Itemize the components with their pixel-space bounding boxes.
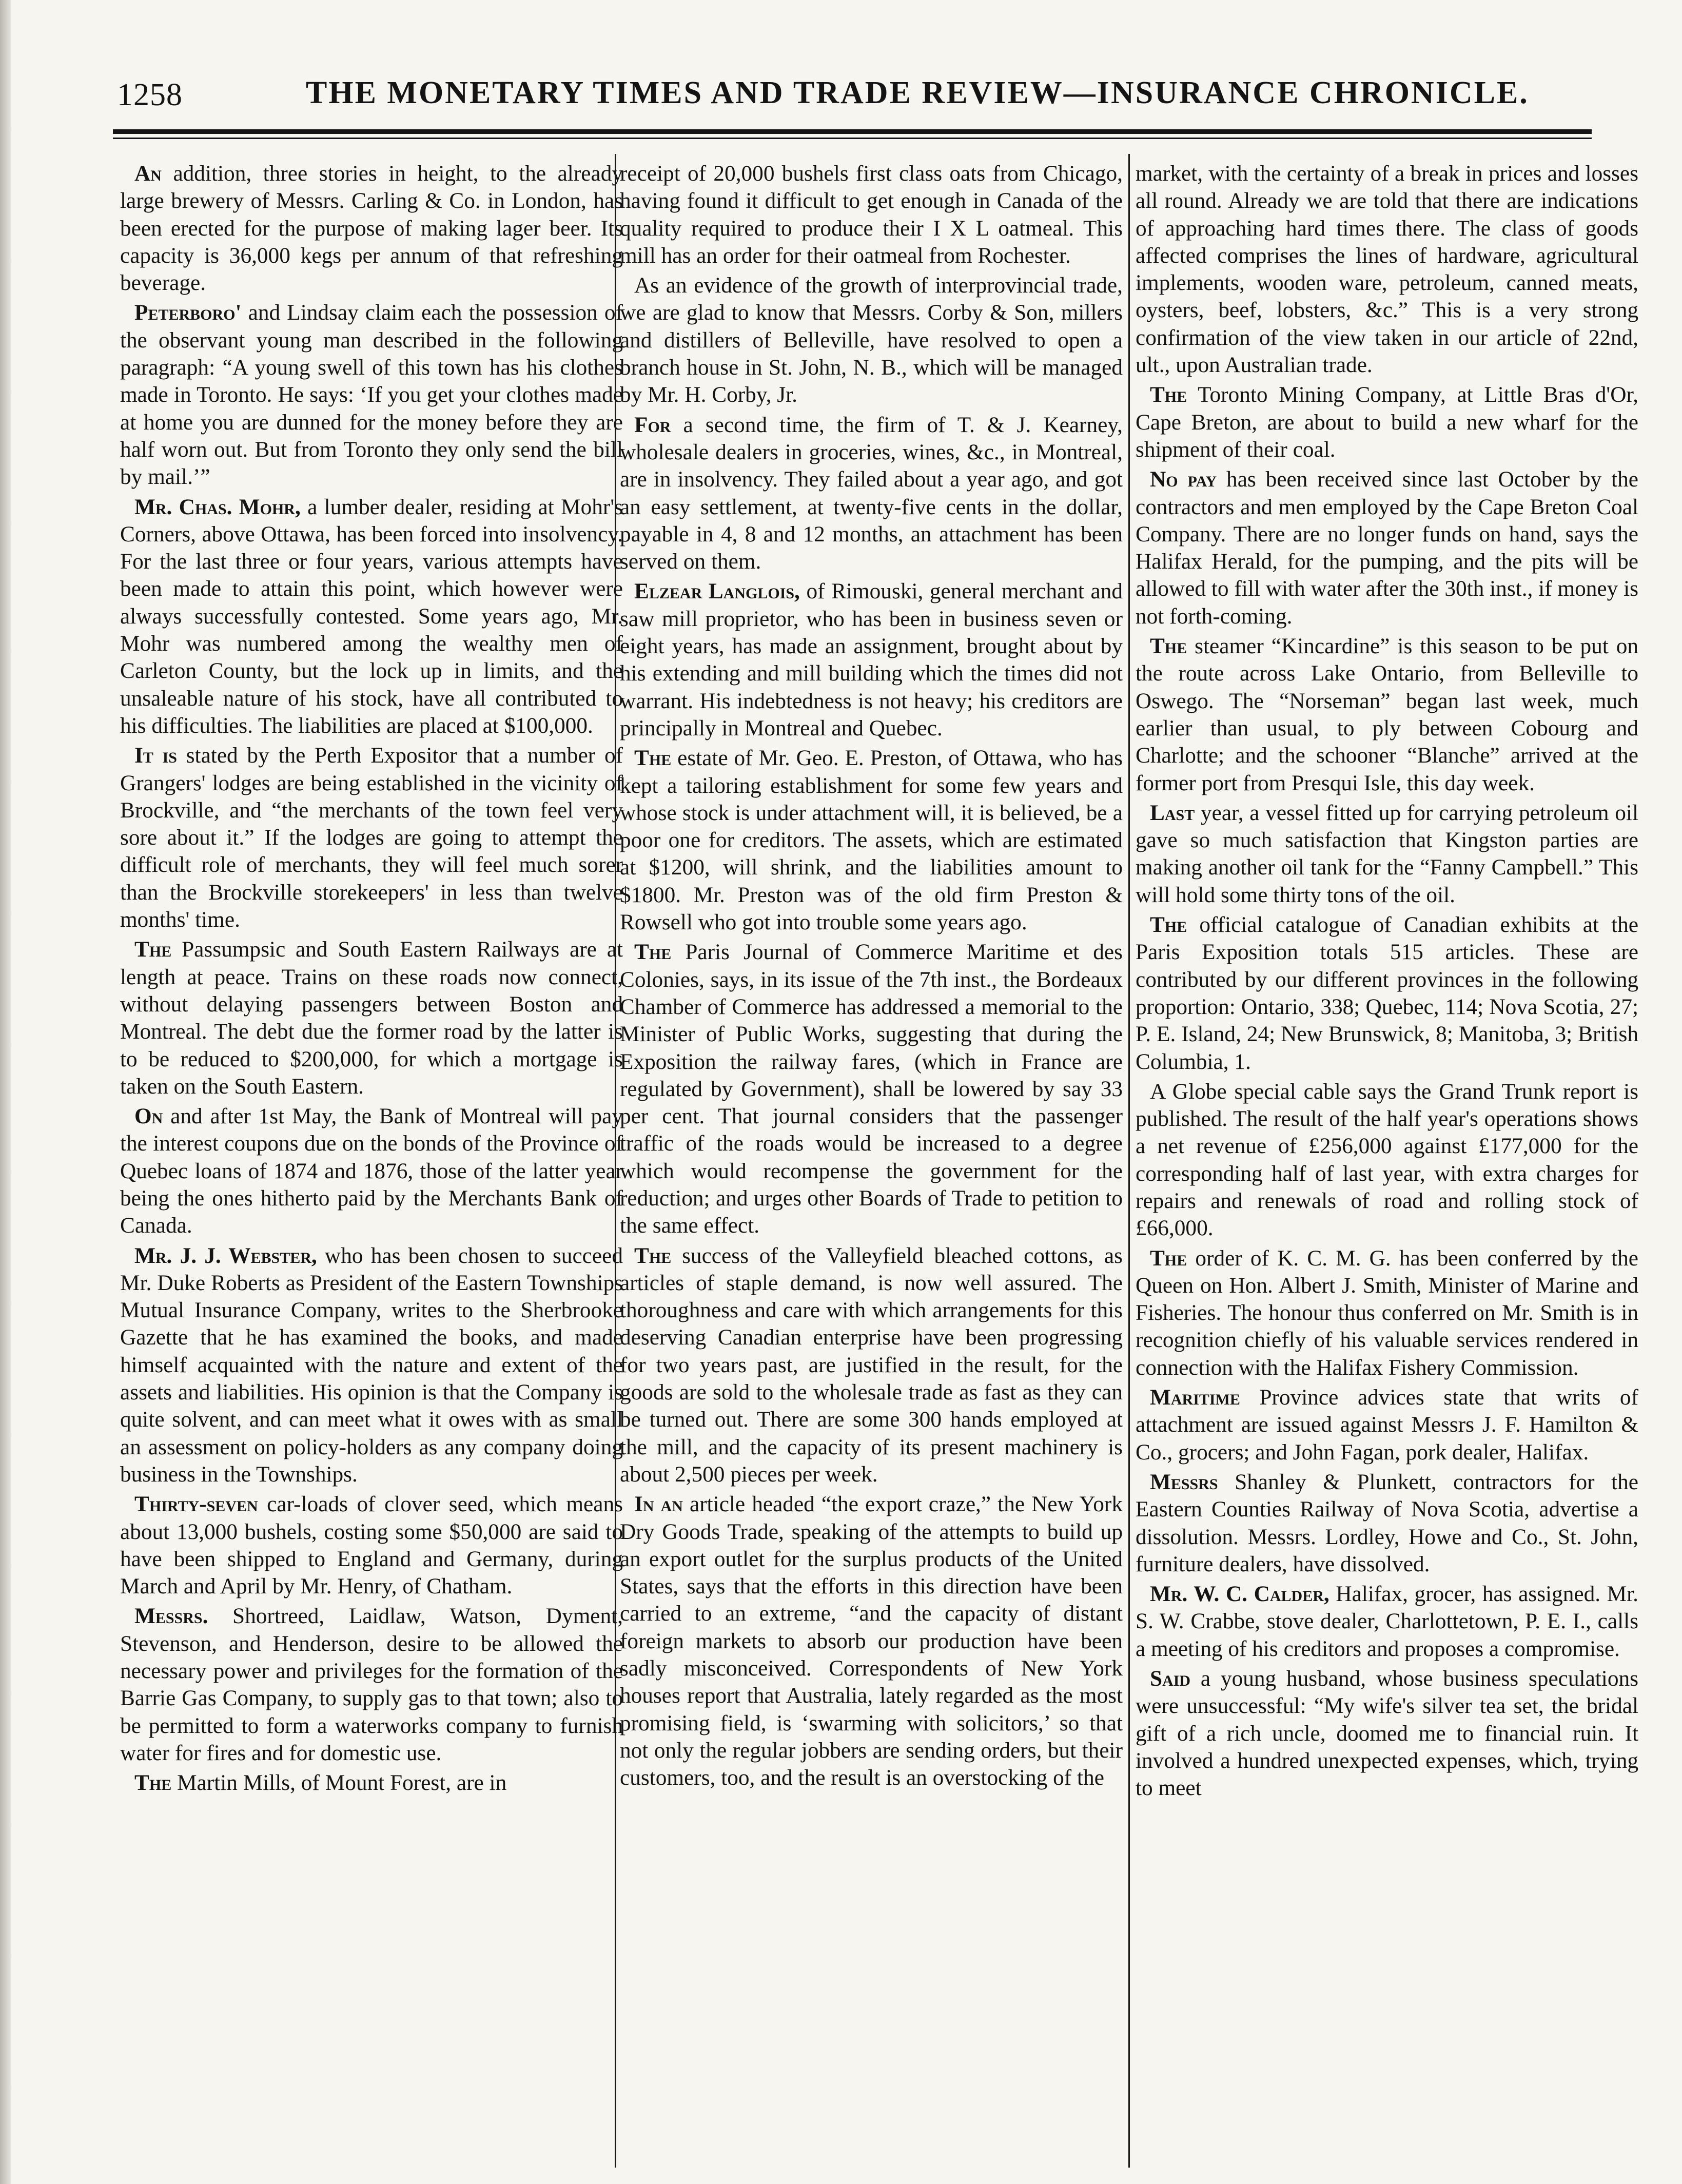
- paragraph-text: order of K. C. M. G. has been conferred by the Queen on Hon. Albert J. Smith, Minister of Marine and Fisheries. The honour thus conferred on Mr. Smith is in recognition chiefly of his valuable services rendered in connection with the Halifax Fishery Commission.: [1136, 1245, 1638, 1380]
- paragraph-lead: Last: [1150, 800, 1195, 825]
- paragraph-text: Toronto Mining Company, at Little Bras d'Or, Cape Breton, are about to build a new wharf for the shipment of their coal.: [1136, 382, 1638, 462]
- article-paragraph: [120, 1603, 623, 1767]
- paragraph-lead: The: [1150, 382, 1187, 407]
- article-paragraph: [620, 1242, 1123, 1489]
- paragraph-text: receipt of 20,000 bushels first class oats from Chicago, having found it difficult to get enough in Canada of the quality required to produce their I X L oatmeal. This mill has an order for their oatmeal from Rochester.: [620, 161, 1123, 268]
- paragraph-lead: Peterboro': [134, 300, 242, 325]
- article-paragraph: [620, 160, 1123, 269]
- paragraph-text: Shanley & Plunkett, contractors for the Eastern Counties Railway of Nova Scotia, advertise a dissolution. Messrs. Lordley, Howe and Co., St. John, furniture dealers, have dissolved.: [1136, 1469, 1638, 1576]
- paragraph-lead: Messrs: [1150, 1469, 1218, 1494]
- paragraph-text: Martin Mills, of Mount Forest, are in: [171, 1770, 507, 1796]
- paragraph-text: Passumpsic and South Eastern Railways are at length at peace. Trains on these roads now connect, without delaying passengers between Boston and Montreal. The debt due the former road by the latter is to be reduced to $200,000, for which a mortgage is taken on the South Eastern.: [120, 937, 623, 1099]
- article-paragraph: [120, 1769, 623, 1797]
- header-rule-thin: [113, 138, 1592, 139]
- article-paragraph: [1136, 800, 1638, 909]
- paragraph-text: Shortreed, Laidlaw, Watson, Dyment, Stevenson, and Henderson, desire to be allowed the necessary power and privileges for the formation of the Barrie Gas Company, to supply gas to that town; also to be permitted to form a waterworks company to furnish water for fires and for domestic use.: [120, 1604, 623, 1765]
- paragraph-lead: The: [1150, 912, 1187, 938]
- page-number: 1258: [117, 77, 183, 112]
- paragraph-lead: Mr. Chas. Mohr,: [134, 494, 301, 519]
- paragraph-lead: It is: [134, 743, 177, 768]
- article-paragraph: [120, 494, 623, 740]
- paragraph-text: steamer “Kincardine” is this season to be put on the route across Lake Ontario, from Belleville to Oswego. The “Norseman” began last week, much earlier than usual, to ply between Cobourg and Charlotte; and the schooner “Blanche” arrived at the former port from Presqui Isle, this day week.: [1136, 634, 1638, 795]
- paragraph-text: Province advices state that writs of attachment are issued against Messrs J. F. Hamilton & Co., grocers; and John Fagan, pork dealer, Halifax.: [1136, 1385, 1638, 1465]
- running-head: THE MONETARY TIMES AND TRADE REVIEW—INSURANCE CHRONICLE.: [306, 75, 1529, 110]
- article-paragraph: [120, 936, 623, 1100]
- paragraph-text: Paris Journal of Commerce Maritime et des Colonies, says, in its issue of the 7th inst., the Bordeaux Chamber of Commerce has addressed a memorial to the Minister of Public Works, suggesting that during the Exposition the railway fares, (which in France are regulated by Government), shall be lowered by say 33 per cent. That journal considers that the passenger traffic of the roads would be increased to a degree which would recompense the government for the reduction; and urges other Boards of Trade to petition to the same effect.: [620, 940, 1123, 1238]
- article-paragraph: [120, 742, 623, 933]
- header-rule: [113, 129, 1592, 134]
- article-paragraph: [1136, 381, 1638, 463]
- column-2: [620, 160, 1123, 1795]
- article-paragraph: [120, 299, 623, 491]
- paragraph-lead: The: [634, 746, 672, 771]
- paragraph-lead: On: [134, 1104, 163, 1129]
- paragraph-text: addition, three stories in height, to the already large brewery of Messrs. Carling & Co. in London, has been erected for the purpose of making lager beer. Its capacity is 36,000 kegs per annum of that refreshing beverage.: [120, 161, 623, 296]
- paragraph-text: A Globe special cable says the Grand Trunk report is published. The result of the half year's operations shows a net revenue of £256,000 against £177,000 for the corresponding half of last year, with extra charges for repairs and renewals of road and rolling stock of £66,000.: [1136, 1079, 1638, 1241]
- paragraph-lead: Mr. J. J. Webster,: [134, 1243, 317, 1268]
- article-paragraph: [120, 1103, 623, 1239]
- article-paragraph: [620, 939, 1123, 1239]
- column-1: [120, 160, 623, 1800]
- paragraph-lead: Maritime: [1150, 1385, 1240, 1410]
- article-paragraph: [1136, 1384, 1638, 1466]
- article-paragraph: [1136, 1581, 1638, 1663]
- paragraph-text: Halifax, grocer, has assigned. Mr. S. W. Crabbe, stove dealer, Charlottetown, P. E. I., calls a meeting of his creditors and proposes a compromise.: [1136, 1582, 1639, 1661]
- article-paragraph: [1136, 160, 1638, 379]
- paragraph-text: year, a vessel fitted up for carrying petroleum oil gave so much satisfaction that Kingston parties are making another oil tank for the “Fanny Campbell.” This will hold some thirty tons of the oil.: [1136, 800, 1638, 907]
- article-paragraph: [620, 412, 1123, 576]
- paragraph-lead: For: [634, 412, 671, 437]
- binding-edge: [0, 0, 11, 2184]
- paragraph-text: and Lindsay claim each the possession of the observant young man described in the following paragraph: “A young swell of this town has his clothes made in Toronto. He says: ‘If you get your clothes made at home you are dunned for the money before they are half worn out. But from Toronto they only send the bill by mail.’”: [120, 300, 623, 490]
- paragraph-text: a young husband, whose business speculations were unsuccessful: “My wife's silver tea set, the bridal gift of a rich uncle, doomed me to financial ruin. It involved a hundred unexpected expenses, which, trying to meet: [1136, 1666, 1638, 1801]
- column-divider: [1128, 154, 1130, 2168]
- paragraph-lead: In an: [634, 1492, 683, 1517]
- article-paragraph: [120, 1491, 623, 1600]
- paragraph-text: success of the Valleyfield bleached cottons, as articles of staple demand, is now well assured. The thoroughness and care with which arrangements for this deserving Canadian enterprise have been progressing for two years past, are justified in the result, for the goods are sold to the wholesale trade as fast as they can be turned out. There are some 300 hands employed at the mill, and the capacity of its present machinery is about 2,500 pieces per week.: [620, 1243, 1123, 1487]
- paragraph-text: has been received since last October by the contractors and men employed by the Cape Breton Coal Company. There are no longer funds on hand, says the Halifax Herald, for the pumping, and the pits will be allowed to fill with water after the 30th inst., if money is not forth-coming.: [1136, 467, 1638, 629]
- article-paragraph: [620, 578, 1123, 742]
- article-paragraph: [1136, 1469, 1638, 1578]
- column-3: [1136, 160, 1638, 1805]
- article-paragraph: [1136, 1078, 1638, 1242]
- paragraph-lead: Thirty-seven: [134, 1492, 258, 1517]
- paragraph-lead: Messrs.: [134, 1604, 208, 1629]
- article-paragraph: [620, 272, 1123, 408]
- paragraph-text: a lumber dealer, residing at Mohr's Corners, above Ottawa, has been forced into insolvency. For the last three or four years, various attempts have been made to attain this point, which however were always successfully contested. Some years ago, Mr. Mohr was numbered among the wealthy men of Carleton County, but the lock up in limits, and the unsaleable nature of his stock, have all contributed to his difficulties. The liabilities are placed at $100,000.: [120, 494, 623, 738]
- article-paragraph: [120, 160, 623, 297]
- paragraph-text: of Rimouski, general merchant and saw mill proprietor, who has been in business seven or eight years, has made an assignment, brought about by his extending and mill building which the times did not warrant. His indebtedness is not heavy; his creditors are principally in Montreal and Quebec.: [620, 579, 1123, 740]
- paragraph-lead: Elzear Langlois,: [634, 579, 800, 604]
- paragraph-lead: The: [134, 1770, 172, 1796]
- paragraph-text: and after 1st May, the Bank of Montreal will pay the interest coupons due on the bonds of the Province of Quebec loans of 1874 and 1876, those of the latter year being the ones hitherto paid by the Merchants Bank of Canada.: [120, 1104, 623, 1238]
- article-paragraph: [120, 1242, 623, 1489]
- paragraph-lead: The: [1150, 1245, 1187, 1271]
- article-paragraph: [620, 745, 1123, 936]
- article-paragraph: [1136, 911, 1638, 1076]
- paragraph-lead: No pay: [1150, 467, 1217, 492]
- paragraph-lead: Mr. W. C. Calder,: [1150, 1582, 1329, 1607]
- paragraph-lead: Said: [1150, 1666, 1191, 1691]
- article-paragraph: [1136, 1245, 1638, 1381]
- paragraph-lead: An: [134, 161, 162, 186]
- paragraph-text: market, with the certainty of a break in prices and losses all round. Already we are told that there are indications of approaching hard times there. The class of goods affected comprises the lines of hardware, agricultural implements, wooden ware, petroleum, canned meats, oysters, beef, lobsters, &c.” This is a very strong confirmation of the view taken in our article of 22nd, ult., upon Australian trade.: [1136, 161, 1638, 378]
- paragraph-text: article headed “the export craze,” the New York Dry Goods Trade, speaking of the attempts to build up an export outlet for the surplus products of the United States, says that the efforts in this direction have been carried to an extreme, “and the capacity of distant foreign markets to absorb our production have been sadly misconceived. Correspondents of New York houses report that Australia, lately regarded as the most promising field, is ‘swarming with solicitors,’ so that not only the regular jobbers are sending orders, but their customers, too, and the result is an overstocking of the: [620, 1492, 1123, 1790]
- paragraph-text: official catalogue of Canadian exhibits at the Paris Exposition totals 515 articles. These are contributed by our different provinces in the following proportion: Ontario, 338; Quebec, 114; Nova Scotia, 27; P. E. Island, 24; New Brunswick, 8; Manitoba, 3; British Columbia, 1.: [1136, 912, 1638, 1074]
- paragraph-lead: The: [634, 940, 672, 965]
- paragraph-lead: The: [1150, 634, 1187, 659]
- paragraph-text: estate of Mr. Geo. E. Preston, of Ottawa, who has kept a tailoring establishment for some few years and whose stock is under attachment will, it is believed, be a poor one for creditors. The assets, which are estimated at $1200, will shrink, and the liabilities amount to $1800. Mr. Preston was of the old firm Preston & Rowsell who got into trouble some years ago.: [620, 746, 1123, 935]
- article-paragraph: [1136, 1665, 1638, 1802]
- article-paragraph: [1136, 633, 1638, 797]
- article-paragraph: [1136, 466, 1638, 630]
- paragraph-text: stated by the Perth Expositor that a number of Grangers' lodges are being established in the vicinity of Brockville, and “the merchants of the town feel very sore about it.” If the lodges are going to attempt the difficult role of merchants, they will feel much sorer than the Brockville storekeepers' in less than twelve months' time.: [120, 743, 623, 932]
- paragraph-lead: The: [134, 937, 172, 962]
- paragraph-text: who has been chosen to succeed Mr. Duke Roberts as President of the Eastern Townships Mutual Insurance Company, writes to the Sherbrooke Gazette that he has examined the books, and made himself acquainted with the nature and extent of the assets and liabilities. His opinion is that the Company is quite solvent, and can meet what it owes with as small an assessment on policy-holders as any company doing business in the Townships.: [120, 1243, 623, 1487]
- paragraph-lead: The: [634, 1243, 672, 1268]
- paragraph-text: car-loads of clover seed, which means about 13,000 bushels, costing some $50,000 are said to have been shipped to England and Germany, during March and April by Mr. Henry, of Chatham.: [120, 1492, 623, 1599]
- paragraph-text: As an evidence of the growth of interprovincial trade, we are glad to know that Messrs. Corby & Son, millers and distillers of Belleville, have resolved to open a branch house in St. John, N. B., which will be managed by Mr. H. Corby, Jr.: [620, 273, 1123, 407]
- article-paragraph: [620, 1491, 1123, 1791]
- paragraph-text: a second time, the firm of T. & J. Kearney, wholesale dealers in groceries, wines, &c., in Montreal, are in insolvency. They failed about a year ago, and got an easy settlement, at twenty-five cents in the dollar, payable in 4, 8 and 12 months, an attachment has been served on them.: [620, 412, 1123, 574]
